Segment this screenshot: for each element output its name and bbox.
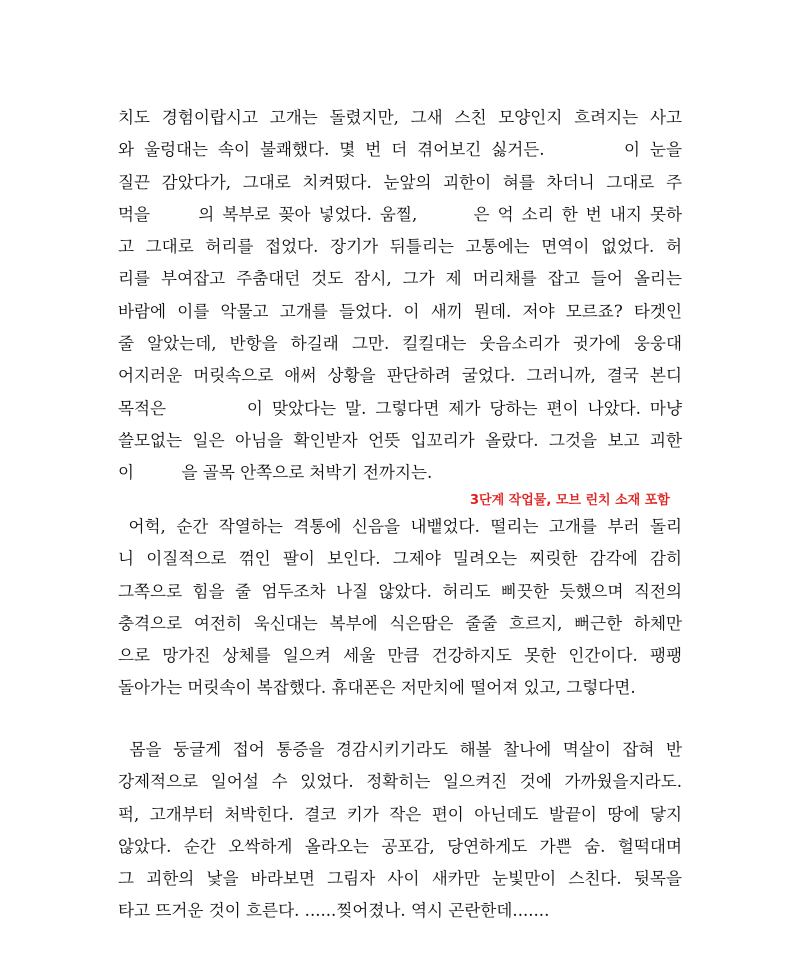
text-line: 와 울렁대는 속이 불쾌했다. 몇 번 더 겪어보긴 싫거든. 이 눈을 (118, 140, 682, 160)
text-line: 줄 알았는데, 반항을 하길래 그만. 킬킬대는 웃음소리가 귓가에 웅웅대 (118, 334, 682, 354)
text-line: 타고 뜨거운 것이 흐른다. ......찢어졌나. 역시 곤란한데....... (118, 901, 550, 921)
text-line: 고 그대로 허리를 접었다. 장기가 뒤틀리는 고통에는 면역이 없었다. 허 (118, 237, 682, 257)
text-line: 강제적으로 일어설 수 있었다. 정확히는 일으켜진 것에 가까웠을지라도. (118, 772, 682, 792)
text-line: 어지러운 머릿속으로 애써 상황을 판단하려 굴었다. 그러니까, 결국 본디 (118, 366, 682, 386)
text-line: 그쪽으로 힘을 줄 엄두조차 나질 않았다. 허리도 삐끗한 듯했으며 직전의 (118, 581, 682, 601)
text-line: 질끈 감았다가, 그대로 치켜떴다. 눈앞의 괴한이 혀를 차더니 그대로 주 (118, 172, 682, 192)
paragraph-1 (118, 102, 682, 490)
text-line: 바람에 이를 악물고 고개를 들었다. 이 새끼 뭔데. 저야 모르죠? 타겟인 (118, 301, 682, 321)
author-note: 3단계 작업물, 모브 린치 소재 포함 (470, 493, 670, 508)
text-line: 충격으로 여전히 욱신대는 복부에 식은땀은 줄줄 흐르지, 뻐근한 하체만 (118, 613, 682, 633)
text-line: 목적은 이 맞았다는 말. 그렇다면 제가 당하는 편이 나았다. 마냥 (118, 398, 682, 418)
paragraph-3 (118, 734, 682, 928)
text-line: 쓸모없는 일은 아님을 확인받자 언뜻 입꼬리가 올랐다. 그것을 보고 괴한 (118, 430, 682, 450)
text-line: 어헉, 순간 작열하는 격통에 신음을 내뱉었다. 떨리는 고개를 부러 돌리 (118, 517, 682, 536)
text-line: 치도 경험이랍시고 고개는 돌렸지만, 그새 스친 모양인지 흐려지는 사고 (118, 108, 682, 127)
text-line: 그 괴한의 낯을 바라보면 그림자 사이 새카만 눈빛만이 스친다. 뒷목을 (118, 869, 682, 889)
text-line: 으로 망가진 상체를 일으켜 세울 만큼 건강하지도 못한 인간이다. 팽팽 (118, 646, 682, 666)
text-line: 이 을 골목 안쪽으로 처박기 전까지는. (118, 463, 433, 483)
text-line: 돌아가는 머릿속이 복잡했다. 휴대폰은 저만치에 떨어져 있고, 그렇다면. (118, 678, 636, 698)
text-line: 몸을 둥글게 접어 통증을 경감시키기라도 해볼 찰나에 멱살이 잡혀 반 (118, 740, 682, 759)
text-line: 니 이질적으로 꺾인 팔이 보인다. 그제야 밀려오는 찌릿한 감각에 감히 (118, 549, 682, 569)
text-line: 퍽, 고개부터 처박힌다. 결코 키가 작은 편이 아닌데도 발끝이 땅에 닿지 (118, 804, 682, 824)
text-line: 먹을 의 복부로 꽂아 넣었다. 움찔, 은 억 소리 한 번 내지 못하 (118, 204, 682, 224)
text-line: 리를 부여잡고 주춤대던 것도 잠시, 그가 제 머리채를 잡고 들어 올리는 (118, 269, 682, 289)
paragraph-2 (118, 511, 682, 705)
text-line: 않았다. 순간 오싹하게 올라오는 공포감, 당연하게도 가쁜 숨. 헐떡대며 (118, 836, 682, 856)
